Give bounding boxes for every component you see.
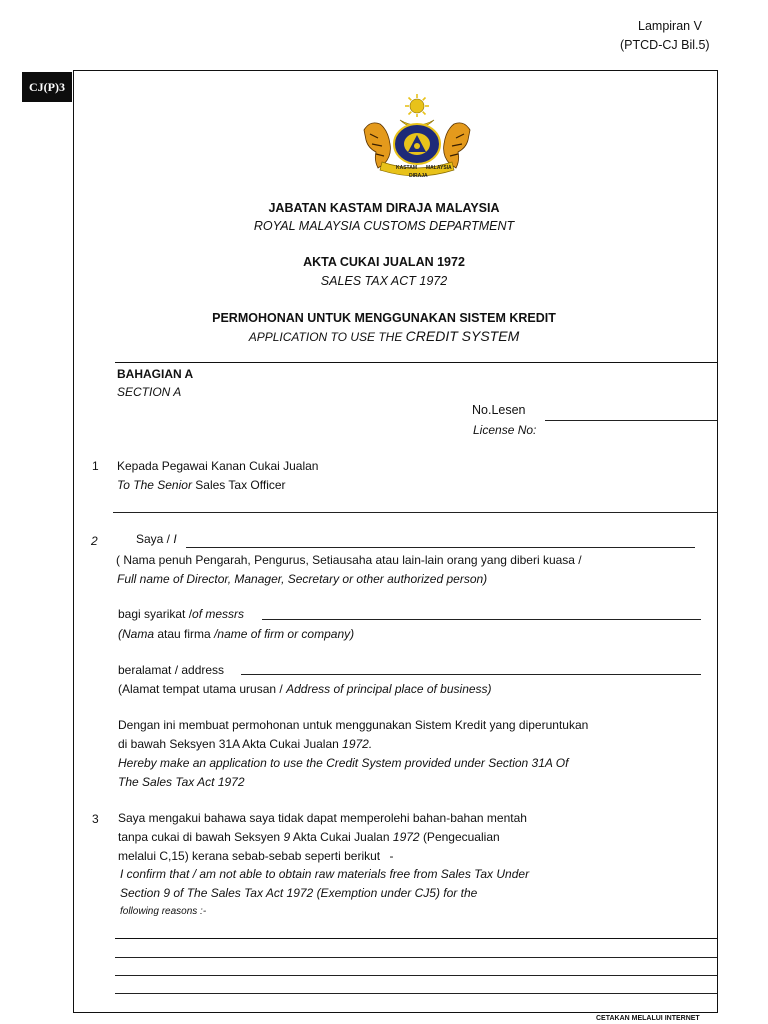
- item-1-line-bm: Kepada Pegawai Kanan Cukai Jualan: [117, 459, 319, 473]
- item-3-bm-line-2b: 9: [283, 830, 291, 844]
- declaration-bm-line-2a: di bawah Seksyen 31A Akta Cukai Jualan: [118, 737, 339, 751]
- saya-label: [136, 532, 177, 546]
- section-divider: [115, 362, 717, 363]
- item-3-bm-line-1: Saya mengakui bahawa saya tidak dapat memperolehi bahan-bahan mentah: [118, 811, 527, 825]
- form-title-bm: PERMOHONAN UNTUK MENGGUNAKAN SISTEM KREDIT: [212, 311, 556, 325]
- reason-line-3[interactable]: [115, 975, 717, 976]
- full-name-note-en: Full name of Director, Manager, Secretary or other authorized person): [117, 572, 488, 586]
- company-note-part-1: (Nama: [118, 627, 155, 641]
- item-1-line-en-italic: To The Senior: [117, 478, 192, 492]
- item-3-bm-line-2: [118, 830, 500, 844]
- item-3-bm-line-3-dash: -: [389, 849, 394, 863]
- company-label-en: of messrs: [192, 607, 245, 621]
- crest-emblem-icon: [356, 90, 478, 182]
- section-title-en: SECTION A: [117, 385, 182, 399]
- item-1-number: 1: [92, 459, 99, 473]
- item-3-bm-line-2a: tanpa cukai di bawah Seksyen: [118, 830, 281, 844]
- full-name-field[interactable]: [186, 547, 695, 548]
- reason-line-1[interactable]: [115, 938, 717, 939]
- crest-label-left: KASTAM: [396, 165, 418, 171]
- license-field[interactable]: [545, 420, 717, 421]
- section-title-bm: BAHAGIAN A: [117, 367, 194, 381]
- item-3-number: 3: [92, 812, 99, 826]
- full-name-note-bm: ( Nama penuh Pengarah, Pengurus, Setiausaha atau lain-lain orang yang diberi kuasa /: [116, 553, 582, 567]
- item-3-en-line-3: following reasons :-: [120, 906, 207, 917]
- item-2-number: 2: [91, 534, 98, 548]
- address-label: beralamat / address: [118, 663, 225, 677]
- item-3-en-line-1: I confirm that / am not able to obtain raw materials free from Sales Tax Under: [120, 867, 530, 881]
- reason-line-4[interactable]: [115, 993, 717, 994]
- item-3-bm-line-2c: Akta Cukai Jualan: [292, 830, 390, 844]
- item-3-en-line-2: Section 9 of The Sales Tax Act 1972 (Exemption under CJ5) for the: [120, 886, 478, 900]
- address-note-bm: (Alamat tempat utama urusan /: [118, 682, 283, 696]
- declaration-en-line-1: Hereby make an application to use the Credit System provided under Section 31A Of: [118, 756, 569, 770]
- company-note-part-3: /name of firm or company): [214, 627, 355, 641]
- company-label: [118, 607, 244, 621]
- form-code-badge: CJ(P)3: [22, 72, 72, 102]
- item-3-bm-line-2d: 1972: [392, 830, 420, 844]
- item-3-bm-line-3-text: melalui C,15) kerana sebab-sebab seperti berikut: [118, 849, 381, 863]
- address-note-en: Address of principal place of business): [286, 682, 492, 696]
- item-1-line-en-rest: Sales Tax Officer: [195, 478, 286, 492]
- act-title-bm: AKTA CUKAI JUALAN 1972: [303, 255, 465, 269]
- license-label-bm: No.Lesen: [472, 403, 526, 417]
- company-label-bm: bagi syarikat /: [118, 607, 193, 621]
- declaration-bm-line-2: [118, 737, 372, 751]
- company-name-field[interactable]: [262, 619, 701, 620]
- dept-title-bm: JABATAN KASTAM DIRAJA MALAYSIA: [268, 201, 500, 215]
- item-3-bm-line-2e: (Pengecualian: [422, 830, 500, 844]
- act-title-en: SALES TAX ACT 1972: [320, 274, 448, 288]
- footer-note: CETAKAN MELALUI INTERNET: [596, 1015, 700, 1022]
- address-note: [118, 682, 492, 696]
- item-1-line-en: [117, 478, 286, 492]
- form-bottom-border: [73, 1012, 717, 1013]
- company-note: [118, 627, 354, 641]
- declaration-en-line-2: The Sales Tax Act 1972: [118, 775, 245, 789]
- form-title-en-prefix: APPLICATION TO USE THE: [248, 330, 403, 344]
- address-field[interactable]: [241, 674, 701, 675]
- form-title-en: [0, 328, 768, 344]
- license-label-en: License No:: [473, 423, 537, 437]
- company-note-part-2: atau firma: [157, 627, 211, 641]
- crest-label-bottom: DIRAJA: [409, 173, 428, 179]
- dept-title-en: ROYAL MALAYSIA CUSTOMS DEPARTMENT: [253, 219, 515, 233]
- form-title-en-suffix: CREDIT SYSTEM: [405, 328, 520, 344]
- declaration-bm-line-2b: 1972.: [342, 737, 373, 751]
- lampiran-label: Lampiran V: [638, 19, 702, 33]
- crest-label-right: MALAYSIA: [426, 165, 452, 171]
- saya-label-bm: Saya /: [136, 532, 171, 546]
- declaration-bm-line-1: Dengan ini membuat permohonan untuk menggunakan Sistem Kredit yang diperuntukan: [118, 718, 589, 732]
- item-1-divider: [113, 512, 717, 513]
- reference-code: (PTCD-CJ Bil.5): [620, 38, 710, 52]
- saya-label-en: I: [173, 532, 177, 546]
- reason-line-2[interactable]: [115, 957, 717, 958]
- item-3-bm-line-3: [118, 849, 394, 863]
- customs-crest: [356, 90, 478, 182]
